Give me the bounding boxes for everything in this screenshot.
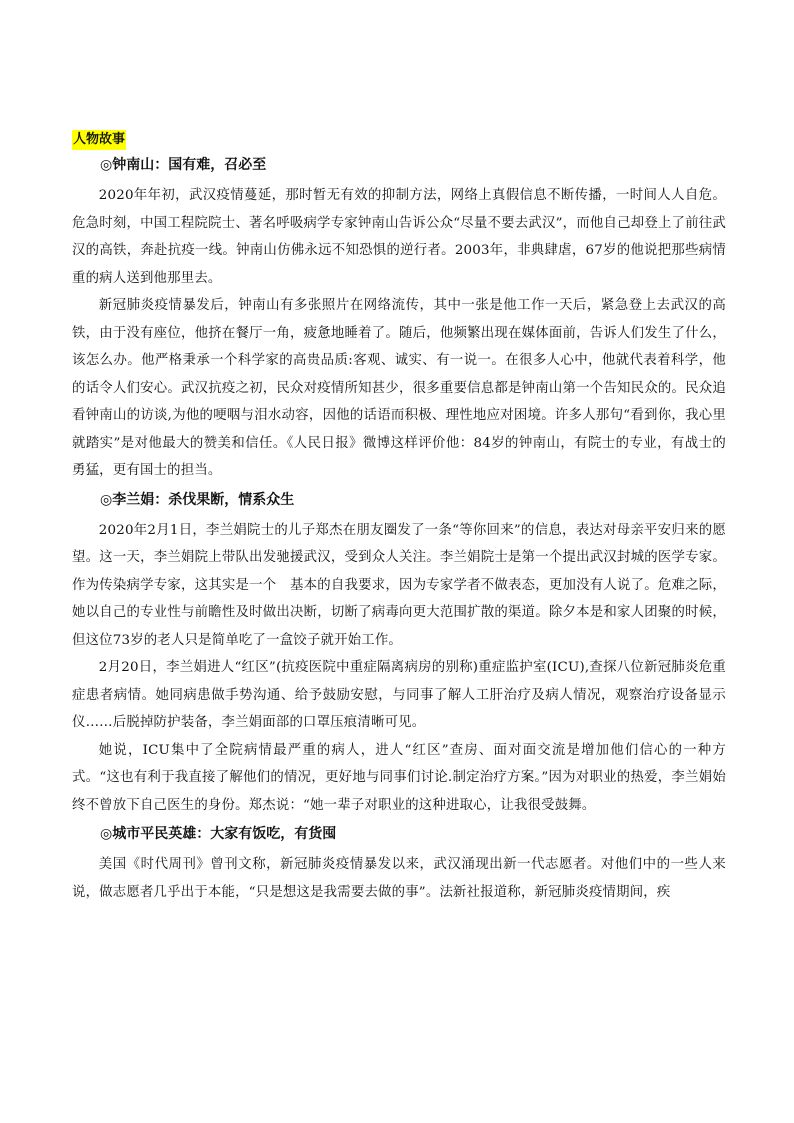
section-tag: 人物故事 (72, 130, 126, 150)
story-heading: ◎钟南山：国有难，召必至 (100, 157, 267, 173)
story-heading: ◎城市平民英雄：大家有饭吃，有货囤 (100, 826, 337, 842)
document-page (72, 128, 726, 906)
story-paragraph: 新冠肺炎疫情暴发后，钟南山有多张照片在网络流传，其中一张是他工作一天后，紧急登上去武汉的高铁，由于没有座位，他挤在餐厅一角，疲惫地睡着了。随后，他频繁出现在媒体面前，告诉人们发生了什么，该怎么办。他严格秉承一个科学家的高贵品质:客观、诚实、有一说一。在很多人心中，他就代表着科学，他的话令人们安心。武汉抗疫之初，民众对疫情所知甚少，很多重要信息都是钟南山第一个告知民众的。民众追看钟南山的访谈,为他的哽咽与泪水动容，因他的话语而积极、理性地应对困境。许多人那句“看到你，我心里就踏实”是对他最大的赞美和信任。《人民日报》微博这样评价他：84岁的钟南山，有院士的专业，有战士的勇猛，更有国士的担当。 (72, 298, 726, 478)
story-heading: ◎李兰娟：杀伐果断，情系众生 (100, 491, 295, 508)
story-paragraph: 2020年年初，武汉疫情蔓延，那时暂无有效的抑制方法，网络上真假信息不断传播，一时间人人自危。危急时刻，中国工程院院士、著名呼吸病学专家钟南山告诉公众“尽量不要去武汉”，而他自己却登上了前往武汉的高铁，奔赴抗疫一线。钟南山仿佛永远不知恐惧的逆行者。2003年，非典肆虐，67岁的他说把那些病情重的病人送到他那里去。 (72, 188, 726, 286)
story-zhong-nanshan (72, 154, 726, 485)
story-paragraph: 她说，ICU集中了全院病情最严重的病人，进人“红区”查房、面对面交流是增加他们信心的一种方式。“这也有利于我直接了解他们的情况，更好地与同事们讨论.制定治疗方案。”因为对职业的热爱，李兰娟始终不曾放下自己医生的身份。郑杰说：“她一辈子对职业的这种进取心，让我很受鼓舞。 (72, 742, 726, 813)
story-li-lanjuan (72, 489, 726, 820)
story-city-heroes (72, 823, 726, 906)
story-paragraph: 2月20日，李兰娟进人“红区”(抗疫医院中重症隔离病房的别称)重症监护室(ICU),查探八位新冠肺炎危重症患者病情。她同病患做手势沟通、给予鼓励安慰，与同事了解人工肝治疗及病人情况，观察治疗设备显示仪……后脱掉防护装备，李兰娟面部的口罩压痕清晰可见。 (72, 660, 726, 730)
story-paragraph: 美国《时代周刊》曾刊文称，新冠肺炎疫情暴发以来，武汉涌现出新一代志愿者。对他们中的一些人来说，做志愿者几乎出于本能，“只是想这是我需要去做的事”。法新社报道称，新冠肺炎疫情期间，疾 (72, 857, 726, 900)
story-paragraph: 2020年2月1日，李兰娟院士的儿子郑杰在朋友圈发了一条“等你回来”的信息，表达对母亲平安归来的愿望。这一天，李兰娟院上带队出发驰援武汉，受到众人关注。李兰娟院士是第一个提出武汉封城的医学专家。作为传染病学专家，这其实是一个 基本的自我要求，因为专家学者不做表态，更加没有人说了。危难之际，她以自己的专业性与前瞻性及时做出决断，切断了病毒向更大范围扩散的渠道。除夕本是和家人团聚的时候，但这位73岁的老人只是简单吃了一盒饺子就开始工作。 (72, 522, 726, 648)
